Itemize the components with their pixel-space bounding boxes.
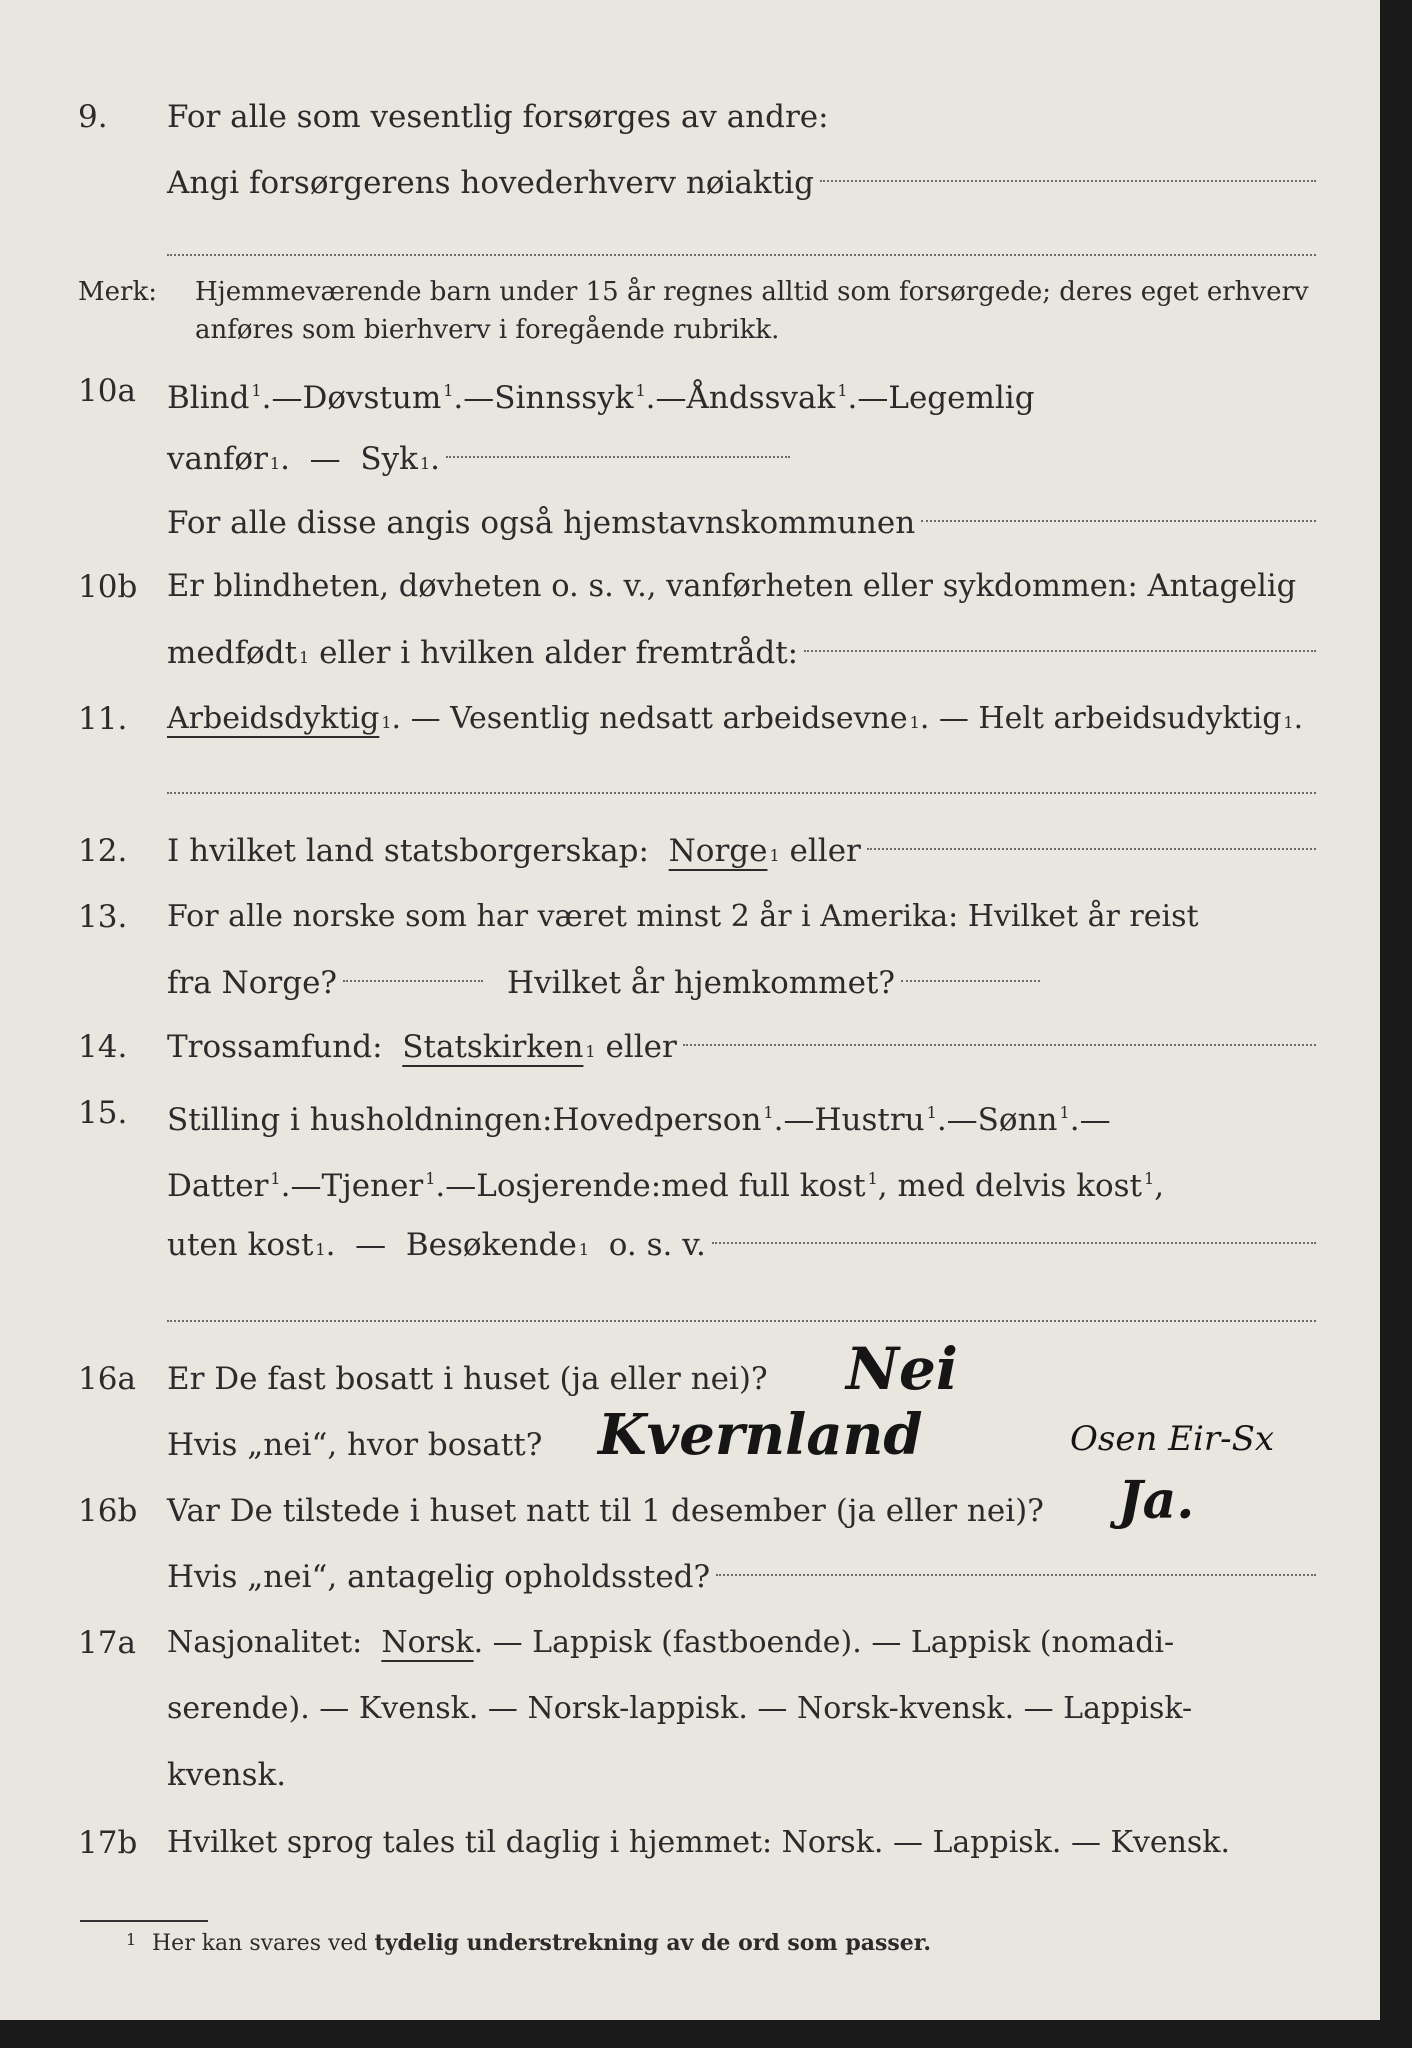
opt-syk[interactable]: Syk [360,441,418,477]
q16b-answer-handwritten[interactable]: Ja. [1118,1470,1195,1531]
q11-answer-field[interactable] [167,792,1316,794]
opt-hustru[interactable]: Hustru [814,1102,925,1138]
q10a-number: 10a [78,373,136,409]
row-q16b-line2: Hvis „nei“, antagelig opholdssted? [0,1552,1316,1602]
row-q10a-line2: vanfør 1 . — Syk 1 . [0,434,790,484]
opt-besokende[interactable]: Besøkende [405,1227,577,1263]
merk-text2: anføres som bierhverv i foregående rubrikk. [195,315,780,345]
q10a-text3: For alle disse angis også hjemstavnskommunen [167,505,916,541]
opt-delvis-kost[interactable]: , med delvis kost [877,1168,1143,1204]
scan-edge-right [1380,0,1412,2048]
opt-full-kost[interactable]: med full kost [661,1168,866,1204]
opt-legemlig[interactable]: Legemlig [888,380,1035,416]
opt-dovstum[interactable]: Døvstum [302,380,442,416]
opt-arbeidsdyktig[interactable]: Arbeidsdyktig [167,701,380,736]
q16a-number: 16a [78,1361,136,1397]
q15-answer-field-2[interactable] [167,1320,1316,1322]
opt-hovedperson[interactable]: Hovedperson [552,1102,762,1138]
q9-answer-field[interactable] [820,158,1316,182]
q16a-bosatt-handwritten-2[interactable]: Osen Eir-Sx [1070,1419,1275,1459]
opt-tjener[interactable]: Tjener [321,1168,424,1204]
q14-number: 14. [78,1029,128,1065]
q15-answer-field[interactable] [712,1220,1316,1244]
q17b-number: 17b [78,1825,138,1861]
opt-norsk[interactable]: Norsk [381,1625,474,1660]
q10a-hjemstavn-field[interactable] [921,498,1316,522]
merk-text1: Hjemmeværende barn under 15 år regnes alltid som forsørgede; deres eget erhverv [195,277,1309,307]
opt-datter[interactable]: Datter [167,1168,269,1204]
opt-uten-kost[interactable]: uten kost [167,1227,314,1263]
q13-hjemkommet-field[interactable] [901,958,1040,982]
opt-norge[interactable]: Norge [668,833,768,869]
q16a-bosatt-handwritten[interactable]: Kvernland [598,1402,923,1468]
q16b-number: 16b [78,1493,138,1529]
opt-andssvak[interactable]: Åndssvak [686,380,836,416]
opt-udyktig[interactable]: . — Helt arbeidsudyktig [919,701,1282,736]
footnote-rule [80,1920,208,1922]
opt-medfodt[interactable]: medfødt [167,635,298,671]
q9-text2: Angi forsørgerens hovederhverv nøiaktig [167,165,814,201]
q10a-answer-field[interactable] [446,434,790,458]
census-form-page: 9. For alle som vesentlig forsørges av andre: Angi forsørgerens hovederhverv nøiaktig Merk: Hjemmeværende barn under 15 år regnes alltid som forsørgede; deres eget erhverv anføres som bierhverv i foregående rubrikk. 10a Blind $^1$. — Døvstum $^1$. — Sinnssyk $^1$. — Åndssvak $^1$. — Legemlig vanfør 1 . — Syk 1 . For alle disse angis også hjemstavnskommunen 10b Er blindheten, døvheten o. s. v., vanførheten eller sykdommen: Antagelig medfødt 1 eller i hvilken alder fremtrådt: 11. Arbeidsdyktig 1 . — Vesentlig nedsatt arbeidsevne 1 . — Helt arbeidsudyktig 1 . 12. I hvilket land statsborgerskap: Norge 1 eller 13. For alle norske som har været minst 2 år i Amerika: Hvilket år reist fra Norge? Hvilket år hjemkommet? 14. Trossamfund: Statskirken 1 eller 15. Stilling i husholdningen: Hovedperson $^1$. — Hustru $^1$. — Sønn $^1$. — Datter $^1$. — Tjener $^1$. — Losjerende: med full kost $^1$, med delvis kost $^1$, uten kost 1 . — Besøkende 1 o. s. v. 16a Er De fast bosatt i huset (ja eller nei)? Nei Hvis „nei“, hvor bosatt? Kvernland Osen Eir-Sx 16b Var De tilstede i huset natt til 1 desember (ja eller nei)? Ja. Hvis „nei“, antagelig opholdssted? 17a Nasjonalitet: Norsk . — Lappisk (fastboende). — Lappisk (nomadi- serende). — Kvensk. — Norsk-lappisk. — Norsk-kvensk. — Lappisk- kvensk. 17b Hvilket sprog tales til daglig i hjemmet: Norsk. — Lappisk. — Kvensk. 1 Her kan svares ved tydelig understrekning av de ord som passer. [0,0,1382,2022]
q10b-number: 10b [78,569,138,605]
row-q15-line3: uten kost 1 . — Besøkende 1 o. s. v. [0,1220,1316,1270]
q11-number: 11. [78,701,128,737]
row-q12: 12. I hvilket land statsborgerskap: Norge 1 eller [0,826,1316,876]
row-q10a-line3 [0,498,1316,548]
q15-number: 15. [78,1095,128,1131]
opt-sonn[interactable]: Sønn [977,1102,1058,1138]
opt-blind[interactable]: Blind [167,380,250,416]
q16b-opholdssted-field[interactable] [716,1552,1316,1576]
q10b-answer-field[interactable] [804,628,1316,652]
merk-label: Merk: [78,277,157,307]
q12-number: 12. [78,833,128,869]
opt-statskirken[interactable]: Statskirken [402,1029,584,1065]
q9-answer-field-2[interactable] [167,254,1316,256]
scan-edge-bottom [0,2020,1412,2048]
q17a-number: 17a [78,1625,136,1661]
q13-reist-field[interactable] [343,958,483,982]
q12-answer-field[interactable] [867,826,1316,850]
footnote-marker: 1 [126,1930,137,1949]
row-q13-line2: fra Norge? Hvilket år hjemkommet? [0,958,1040,1008]
q16a-answer-handwritten[interactable]: Nei [846,1335,958,1403]
opt-sinnssyk[interactable]: Sinnssyk [494,380,634,416]
row-q14: 14. Trossamfund: Statskirken 1 eller [0,1022,1316,1072]
footnote-text: Her kan svares ved tydelig understrekning av de ord som passer. [152,1930,932,1956]
q14-answer-field[interactable] [683,1022,1316,1046]
q9-number: 9. [78,99,108,135]
row-q10b-line2: medfødt 1 eller i hvilken alder fremtrådt: [0,628,1316,678]
opt-nedsatt[interactable]: . — Vesentlig nedsatt arbeidsevne [391,701,908,736]
row-q9-line2 [0,158,1316,208]
opt-vanfor[interactable]: vanfør [167,441,268,477]
q13-number: 13. [78,899,128,935]
